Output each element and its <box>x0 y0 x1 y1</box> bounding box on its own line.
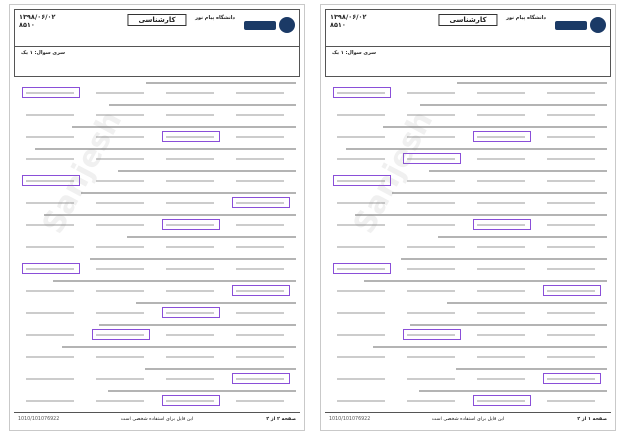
watermark: Sanjesh <box>346 105 441 240</box>
question-text-line <box>118 170 296 172</box>
answer-option <box>407 268 455 270</box>
answer-option <box>96 202 144 204</box>
series-label: سری سوال: ۱ یک <box>332 50 377 56</box>
seal-icon <box>279 17 295 33</box>
questions-area <box>14 80 300 410</box>
answer-option <box>337 202 385 204</box>
answer-option <box>26 158 74 160</box>
answer-option <box>96 356 144 358</box>
answer-option <box>236 180 284 182</box>
question-text-line <box>373 346 607 348</box>
answer-option <box>407 246 455 248</box>
answer-option <box>407 312 455 314</box>
question-text-line <box>99 324 296 326</box>
answer-option <box>407 202 455 204</box>
question-text-line <box>90 258 296 260</box>
answer-option <box>547 180 595 182</box>
university-name: دانشگاه پیام نور <box>506 15 546 21</box>
answer-option <box>337 378 385 380</box>
question-text-line <box>355 214 607 216</box>
highlighted-answer <box>92 329 150 340</box>
answer-option <box>96 268 144 270</box>
answer-option <box>337 312 385 314</box>
page-number: صفحه ۱ از ۲ <box>577 417 607 422</box>
answer-option <box>477 356 525 358</box>
answer-option <box>96 224 144 226</box>
highlighted-answer <box>333 175 391 186</box>
answer-option <box>337 290 385 292</box>
question-text-line <box>146 82 296 84</box>
answer-option <box>236 246 284 248</box>
highlighted-answer <box>473 219 531 230</box>
seal-icon <box>590 17 606 33</box>
answer-option <box>547 356 595 358</box>
question-text-line <box>420 104 607 106</box>
answer-option <box>236 334 284 336</box>
answer-option <box>337 114 385 116</box>
highlighted-answer <box>232 285 290 296</box>
series-label: سری سوال: ۱ یک <box>21 50 66 56</box>
answer-option <box>407 114 455 116</box>
answer-option <box>477 290 525 292</box>
highlighted-answer <box>543 373 601 384</box>
highlighted-answer <box>22 87 80 98</box>
highlighted-answer <box>162 131 220 142</box>
highlighted-answer <box>403 329 461 340</box>
watermark: Sanjesh <box>35 105 130 240</box>
date-text: ۱۳۹۸/۰۶/۰۲ <box>330 13 367 21</box>
exam-code: 1010/101076922 <box>329 417 371 422</box>
answer-option <box>407 378 455 380</box>
footer-note: این فایل برای استفاده شخصی است <box>120 417 194 422</box>
answer-option <box>166 268 214 270</box>
question-text-line <box>401 258 607 260</box>
answer-option <box>477 334 525 336</box>
exam-page-1 <box>320 4 616 431</box>
university-logo <box>239 14 295 36</box>
question-text-line <box>108 390 296 392</box>
exam-page-2 <box>9 4 305 431</box>
highlighted-answer <box>162 395 220 406</box>
answer-option <box>236 356 284 358</box>
answer-option <box>337 356 385 358</box>
answer-option <box>547 312 595 314</box>
answer-option <box>477 114 525 116</box>
answer-option <box>236 224 284 226</box>
answer-option <box>236 400 284 402</box>
answer-option <box>547 334 595 336</box>
answer-option <box>166 158 214 160</box>
answer-option <box>337 246 385 248</box>
answer-option <box>477 92 525 94</box>
answer-option <box>26 400 74 402</box>
answer-option <box>477 268 525 270</box>
answer-option <box>96 246 144 248</box>
answer-option <box>26 312 74 314</box>
answer-option <box>547 400 595 402</box>
answer-option <box>407 92 455 94</box>
question-text-line <box>438 236 607 238</box>
footer-note: این فایل برای استفاده شخصی است <box>431 417 505 422</box>
question-text-line <box>429 170 607 172</box>
page-footer <box>325 412 611 426</box>
question-text-line <box>62 346 296 348</box>
exam-info <box>325 47 611 77</box>
highlighted-answer <box>473 131 531 142</box>
answer-option <box>236 158 284 160</box>
page-footer <box>14 412 300 426</box>
highlighted-answer <box>333 87 391 98</box>
answer-option <box>26 246 74 248</box>
page-header <box>325 9 611 47</box>
question-text-line <box>35 148 296 150</box>
question-text-line <box>145 368 296 370</box>
answer-option <box>26 356 74 358</box>
answer-option <box>236 312 284 314</box>
answer-option <box>96 400 144 402</box>
answer-option <box>477 180 525 182</box>
highlighted-answer <box>232 373 290 384</box>
answer-option <box>236 92 284 94</box>
answer-option <box>166 290 214 292</box>
answer-option <box>166 202 214 204</box>
answer-option <box>26 290 74 292</box>
exam-date <box>19 13 56 29</box>
answer-option <box>547 202 595 204</box>
answer-option <box>407 290 455 292</box>
answer-option <box>166 356 214 358</box>
answer-option <box>407 136 455 138</box>
answer-option <box>96 180 144 182</box>
answer-option <box>547 136 595 138</box>
date-code: ۸۵۱۰ <box>19 21 35 29</box>
answer-option <box>547 224 595 226</box>
answer-option <box>166 334 214 336</box>
answer-option <box>337 224 385 226</box>
answer-option <box>477 312 525 314</box>
answer-option <box>96 158 144 160</box>
question-text-line <box>410 324 607 326</box>
question-text-line <box>419 390 607 392</box>
answer-option <box>236 136 284 138</box>
answer-option <box>26 224 74 226</box>
highlighted-answer <box>403 153 461 164</box>
university-name: دانشگاه پیام نور <box>195 15 235 21</box>
question-text-line <box>53 280 296 282</box>
question-text-line <box>346 148 607 150</box>
question-text-line <box>72 126 296 128</box>
logo-wordmark <box>555 21 587 30</box>
answer-option <box>407 400 455 402</box>
answer-option <box>26 136 74 138</box>
answer-option <box>337 136 385 138</box>
answer-option <box>477 378 525 380</box>
answer-option <box>407 224 455 226</box>
answer-option <box>547 268 595 270</box>
answer-option <box>236 114 284 116</box>
answer-option <box>337 400 385 402</box>
answer-option <box>96 290 144 292</box>
answer-option <box>26 202 74 204</box>
answer-option <box>547 158 595 160</box>
answer-option <box>477 158 525 160</box>
highlighted-answer <box>333 263 391 274</box>
question-text-line <box>127 236 296 238</box>
answer-option <box>547 92 595 94</box>
page-number: صفحه ۲ از ۲ <box>266 417 296 422</box>
answer-option <box>547 246 595 248</box>
highlighted-answer <box>22 175 80 186</box>
date-code: ۸۵۱۰ <box>330 21 346 29</box>
answer-option <box>26 378 74 380</box>
highlighted-answer <box>22 263 80 274</box>
date-text: ۱۳۹۸/۰۶/۰۲ <box>19 13 56 21</box>
question-text-line <box>136 302 296 304</box>
question-text-line <box>392 192 607 194</box>
answer-option <box>477 246 525 248</box>
question-text-line <box>364 280 607 282</box>
answer-option <box>337 334 385 336</box>
exam-date <box>330 13 367 29</box>
highlighted-answer <box>162 307 220 318</box>
answer-option <box>26 114 74 116</box>
highlighted-answer <box>162 219 220 230</box>
answer-option <box>96 378 144 380</box>
answer-option <box>166 114 214 116</box>
answer-option <box>166 180 214 182</box>
answer-option <box>96 136 144 138</box>
answer-option <box>337 158 385 160</box>
question-text-line <box>457 82 607 84</box>
exam-title: کارشناسی <box>127 14 186 26</box>
page-header <box>14 9 300 47</box>
answer-option <box>26 334 74 336</box>
answer-option <box>166 378 214 380</box>
answer-option <box>547 114 595 116</box>
question-text-line <box>447 302 607 304</box>
answer-option <box>166 92 214 94</box>
answer-option <box>96 312 144 314</box>
answer-option <box>96 114 144 116</box>
exam-info <box>14 47 300 77</box>
answer-option <box>166 246 214 248</box>
university-logo <box>550 14 606 36</box>
answer-option <box>96 92 144 94</box>
question-text-line <box>44 214 296 216</box>
question-text-line <box>81 192 296 194</box>
answer-option <box>236 268 284 270</box>
answer-option <box>407 356 455 358</box>
question-text-line <box>109 104 296 106</box>
questions-area <box>325 80 611 410</box>
highlighted-answer <box>543 285 601 296</box>
question-text-line <box>383 126 607 128</box>
highlighted-answer <box>232 197 290 208</box>
question-text-line <box>456 368 607 370</box>
exam-code: 1010/101076922 <box>18 417 60 422</box>
highlighted-answer <box>473 395 531 406</box>
logo-wordmark <box>244 21 276 30</box>
answer-option <box>407 180 455 182</box>
exam-title: کارشناسی <box>438 14 497 26</box>
answer-option <box>477 202 525 204</box>
